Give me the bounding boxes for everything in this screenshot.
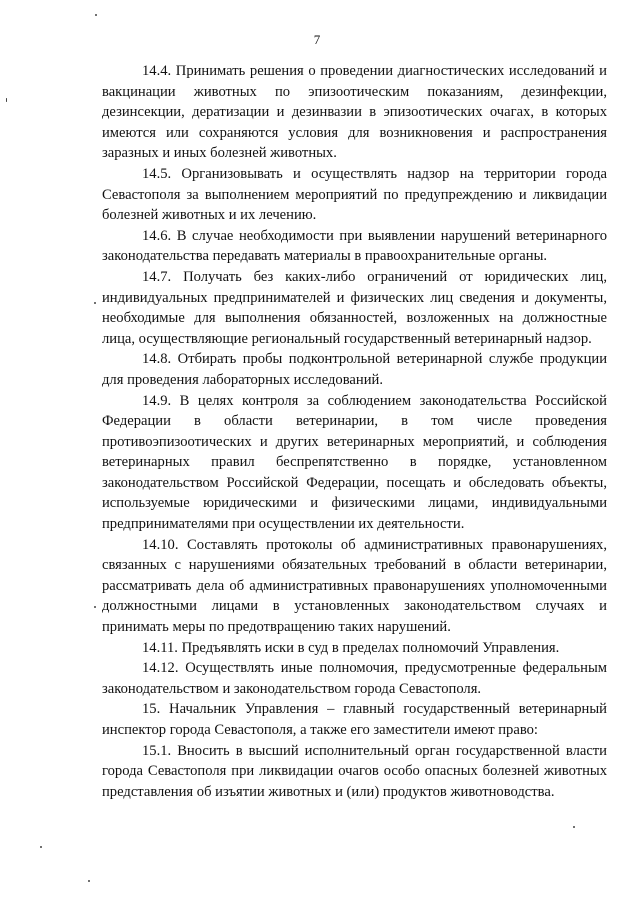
scan-speck	[6, 98, 7, 102]
paragraph-14-11: 14.11. Предъявлять иски в суд в пределах полномочий Управления.	[142, 639, 560, 656]
paragraph-14-5: 14.5. Организовывать и осуществлять надзор на территории города Севастополя за выполнением мероприятий по предупреждению и ликвидации болезней животных и их лечению.	[102, 165, 607, 224]
document-body	[102, 61, 607, 802]
scan-speck	[95, 14, 97, 16]
paragraph-14-7: 14.7. Получать без каких-либо ограничений от юридических лиц, индивидуальных предпринимателей и физических лиц сведения и документы, необходимые для выполнения обязанностей, возложенных на должностные лица, осуществляющие региональный государственный ветеринарный надзор.	[102, 268, 607, 347]
scan-speck	[94, 606, 96, 608]
paragraph-14-10: 14.10. Составлять протоколы об административных правонарушениях, связанных с нарушениями обязательных требований в области ветеринарии, рассматривать дела об административных правонарушениях уполномоченными должностными лицами в установленных законодательством случаях и принимать меры по предотвращению таких нарушений.	[102, 536, 607, 636]
paragraph-15-1: 15.1. Вносить в высший исполнительный орган государственной власти города Севастополя при ликвидации очагов особо опасных болезней животных представления об изъятии животных и (или) продуктов животноводства.	[102, 742, 607, 800]
scan-speck	[94, 302, 96, 304]
paragraph-14-8: 14.8. Отбирать пробы подконтрольной ветеринарной службе продукции для проведения лабораторных исследований.	[102, 351, 607, 388]
page-number: 7	[313, 32, 321, 47]
scan-speck	[40, 846, 42, 848]
paragraph-14-9: 14.9. В целях контроля за соблюдением законодательства Российской Федерации в области ветеринарии, в том числе проведения противоэпизоотических и других ветеринарных мероприятий, и соблюдения ветеринарных правил беспрепятственно в порядке, установленном законодательством Российской Федерации, посещать и обследовать объекты, используемые юридическими и физическими лицами, индивидуальными предпринимателями при осуществлении их деятельности.	[102, 392, 607, 533]
paragraph-14-6: 14.6. В случае необходимости при выявлении нарушений ветеринарного законодательства передавать материалы в правоохранительные органы.	[102, 227, 607, 265]
paragraph-14-4: 14.4. Принимать решения о проведении диагностических исследований и вакцинации животных по эпизоотическим показаниям, дезинфекции, дезинсекции, дератизации и дезинвазии в эпизоотических очагах, в которых имеются или сохраняются условия для возникновения и распространения заразных и иных болезней животных.	[102, 63, 607, 162]
scan-speck	[573, 826, 575, 828]
scan-speck	[88, 880, 90, 882]
paragraph-15: 15. Начальник Управления – главный государственный ветеринарный инспектор города Севастополя, а также его заместители имеют право:	[102, 701, 607, 738]
paragraph-14-12: 14.12. Осуществлять иные полномочия, предусмотренные федеральным законодательством и законодательством города Севастополя.	[102, 660, 607, 697]
